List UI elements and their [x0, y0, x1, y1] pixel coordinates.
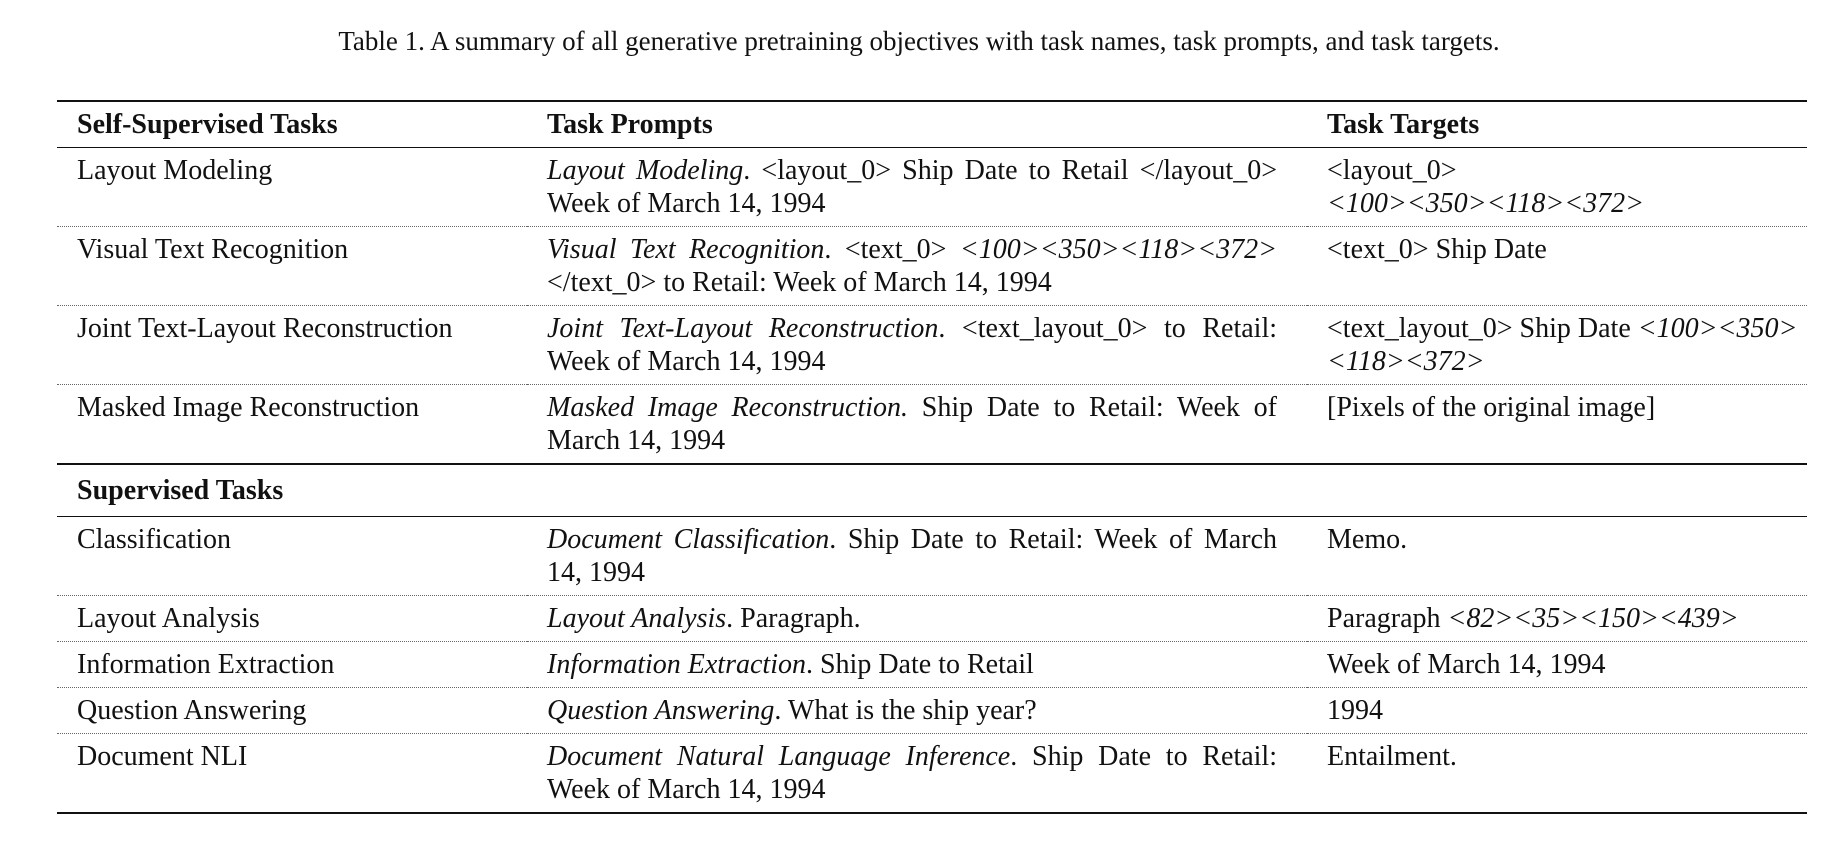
target-text: [Pixels of the original image]	[1327, 392, 1656, 423]
task-name: Layout Analysis	[57, 596, 527, 642]
task-name: Question Answering	[57, 688, 527, 734]
section-header-row	[57, 464, 1807, 517]
prompt-italic: Layout Modeling	[547, 155, 744, 186]
prompt-text: . Ship Date to Retail	[805, 649, 1034, 680]
task-target	[1307, 385, 1807, 465]
task-name: Visual Text Recognition	[57, 227, 527, 306]
header-prompts: Task Prompts	[527, 101, 1307, 148]
prompt-italic: Visual Text Recognition	[547, 234, 825, 265]
table-row	[57, 688, 1807, 734]
task-prompt	[527, 306, 1307, 385]
task-name: Joint Text-Layout Reconstruction	[57, 306, 527, 385]
header-row	[57, 101, 1807, 148]
table-row	[57, 596, 1807, 642]
task-prompt	[527, 148, 1307, 227]
task-target	[1307, 688, 1807, 734]
prompt-italic: Masked Image Reconstruction.	[547, 392, 909, 423]
task-prompt	[527, 734, 1307, 814]
prompt-italic: Document Classification	[547, 524, 830, 555]
prompt-text: . <text_layout_0> to Retail: Week of March 14, 1994	[547, 313, 1278, 377]
task-prompt	[527, 596, 1307, 642]
prompt-text: . What is the ship year?	[774, 695, 1037, 726]
target-italic: <82><35><150><439>	[1447, 603, 1739, 634]
task-target	[1307, 227, 1807, 306]
prompt-text: </text_0> to Retail: Week of March 14, 1994	[547, 267, 1052, 298]
table-row	[57, 517, 1807, 596]
task-name: Masked Image Reconstruction	[57, 385, 527, 465]
task-name: Document NLI	[57, 734, 527, 814]
table-row	[57, 642, 1807, 688]
header-tasks: Self-Supervised Tasks	[57, 101, 527, 148]
target-text: <layout_0>	[1327, 155, 1457, 186]
task-prompt	[527, 688, 1307, 734]
target-italic: <100><350><118><372>	[1327, 188, 1645, 219]
task-prompt	[527, 642, 1307, 688]
header-targets: Task Targets	[1307, 101, 1807, 148]
target-text: <text_layout_0> Ship Date	[1327, 313, 1638, 344]
table-row	[57, 148, 1807, 227]
task-name: Information Extraction	[57, 642, 527, 688]
task-target	[1307, 642, 1807, 688]
task-name: Classification	[77, 524, 231, 555]
section-title: Supervised Tasks	[57, 464, 1807, 517]
prompt-italic: Document Natural Language Inference	[547, 741, 1011, 772]
task-target	[1307, 596, 1807, 642]
task-name: Layout Modeling	[77, 155, 273, 186]
task-prompt	[527, 227, 1307, 306]
prompt-text: . <text_0>	[824, 234, 960, 265]
table-row	[57, 734, 1807, 814]
table-row	[57, 385, 1807, 465]
prompt-italic: Question Answering	[547, 695, 775, 726]
target-text: Entailment.	[1327, 741, 1457, 772]
table-row	[57, 227, 1807, 306]
prompt-italic: Joint Text-Layout Reconstruction	[547, 313, 939, 344]
target-text: Paragraph	[1327, 603, 1448, 634]
task-target	[1307, 734, 1807, 814]
prompt-text: . Paragraph.	[726, 603, 861, 634]
prompt-text: Ship Date to Retail: Week of March 14, 1994	[547, 392, 1277, 456]
task-prompt	[527, 385, 1307, 465]
task-target	[1307, 306, 1807, 385]
target-text: Week of March 14, 1994	[1327, 649, 1606, 680]
prompt-italic-coords: <100><350><118><372>	[959, 234, 1277, 265]
target-text: <text_0> Ship Date	[1327, 234, 1547, 265]
prompt-text: . Ship Date to Retail: Week of March 14, 1994	[547, 524, 1277, 588]
prompt-text: . Ship Date to Retail: Week of March 14, 1994	[547, 741, 1277, 805]
table-row	[57, 306, 1807, 385]
table-caption: Table 1. A summary of all generative pretraining objectives with task names, task prompts, and task targets.	[338, 26, 1500, 56]
objectives-table	[57, 100, 1807, 814]
prompt-italic: Information Extraction	[547, 649, 806, 680]
prompt-text: . <layout_0> Ship Date to Retail </layout_0> Week of March 14, 1994	[547, 155, 1278, 219]
target-text: Memo.	[1327, 524, 1408, 555]
prompt-italic: Layout Analysis	[547, 603, 727, 634]
target-text: 1994	[1327, 695, 1383, 726]
task-target	[1307, 517, 1807, 596]
task-target	[1307, 148, 1807, 227]
target-italic: <100><350><118><372>	[1327, 313, 1798, 377]
task-prompt	[527, 517, 1307, 596]
